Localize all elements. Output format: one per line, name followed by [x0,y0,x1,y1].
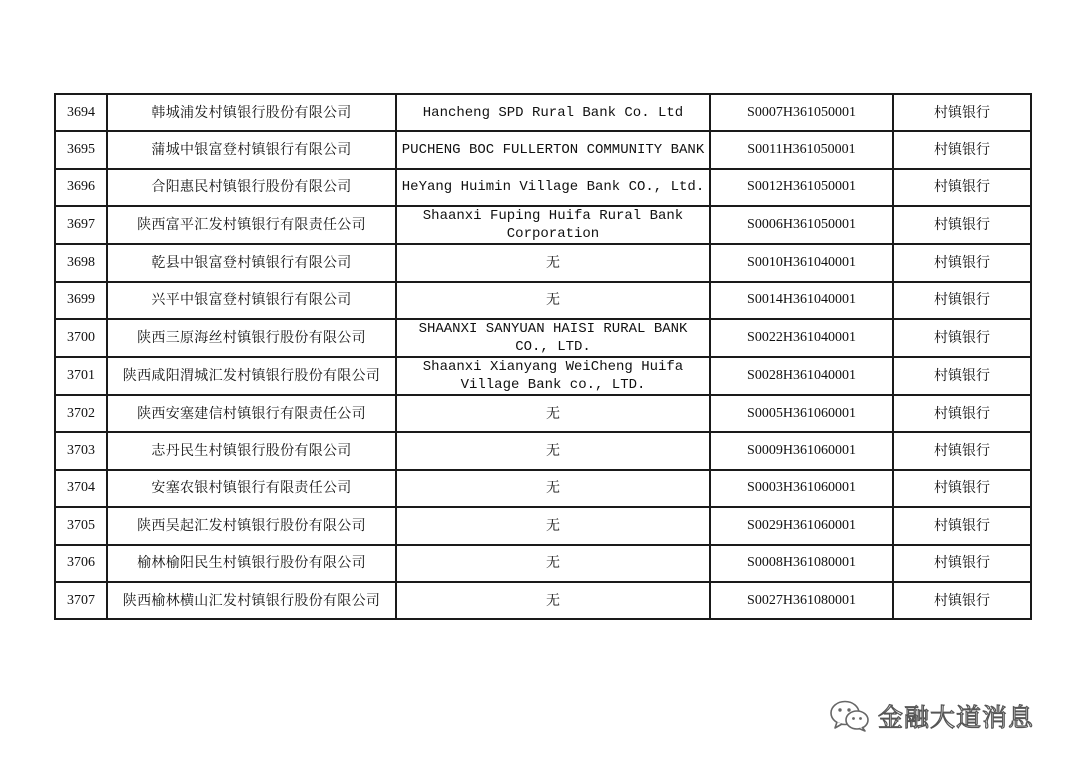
english-name: 无 [396,582,710,619]
institution-type: 村镇银行 [893,432,1031,469]
row-number: 3695 [55,131,107,168]
institution-code: S0007H361050001 [710,94,893,131]
institution-code: S0011H361050001 [710,131,893,168]
institution-code: S0029H361060001 [710,507,893,544]
english-name: 无 [396,507,710,544]
table-row [55,206,1031,244]
chinese-name: 蒲城中银富登村镇银行有限公司 [107,131,396,168]
bank-list-table [54,93,1032,620]
row-number: 3696 [55,169,107,206]
row-number: 3707 [55,582,107,619]
row-number: 3699 [55,282,107,319]
table-row [55,470,1031,507]
table-row [55,545,1031,582]
institution-type: 村镇银行 [893,545,1031,582]
english-name: 无 [396,432,710,469]
table-row [55,432,1031,469]
table-row [55,244,1031,281]
table-row [55,282,1031,319]
table-row [55,319,1031,357]
row-number: 3704 [55,470,107,507]
chinese-name: 乾县中银富登村镇银行有限公司 [107,244,396,281]
chinese-name: 韩城浦发村镇银行股份有限公司 [107,94,396,131]
wechat-watermark [828,696,1034,736]
institution-code: S0028H361040001 [710,357,893,395]
row-number: 3698 [55,244,107,281]
chinese-name: 合阳惠民村镇银行股份有限公司 [107,169,396,206]
watermark-text: 金融大道消息 [878,703,1035,732]
chinese-name: 志丹民生村镇银行股份有限公司 [107,432,396,469]
institution-code: S0009H361060001 [710,432,893,469]
english-name: 无 [396,395,710,432]
institution-type: 村镇银行 [893,206,1031,244]
english-name: Hancheng SPD Rural Bank Co. Ltd [396,94,710,131]
institution-code: S0003H361060001 [710,470,893,507]
english-name: 无 [396,470,710,507]
institution-code: S0010H361040001 [710,244,893,281]
table-row [55,507,1031,544]
chinese-name: 安塞农银村镇银行有限责任公司 [107,470,396,507]
institution-type: 村镇银行 [893,244,1031,281]
row-number: 3700 [55,319,107,357]
row-number: 3701 [55,357,107,395]
institution-type: 村镇银行 [893,395,1031,432]
institution-code: S0005H361060001 [710,395,893,432]
row-number: 3706 [55,545,107,582]
english-name: 无 [396,244,710,281]
institution-code: S0027H361080001 [710,582,893,619]
row-number: 3703 [55,432,107,469]
institution-type: 村镇银行 [893,357,1031,395]
english-name: SHAANXI SANYUAN HAISI RURAL BANK CO., LTD. [396,319,710,357]
chinese-name: 陕西富平汇发村镇银行有限责任公司 [107,206,396,244]
institution-code: S0012H361050001 [710,169,893,206]
english-name: PUCHENG BOC FULLERTON COMMUNITY BANK [396,131,710,168]
row-number: 3705 [55,507,107,544]
table-body [55,94,1031,619]
table-row [55,131,1031,168]
row-number: 3702 [55,395,107,432]
english-name: HeYang Huimin Village Bank CO., Ltd. [396,169,710,206]
table-row [55,357,1031,395]
institution-type: 村镇银行 [893,94,1031,131]
table-row [55,395,1031,432]
institution-type: 村镇银行 [893,470,1031,507]
institution-code: S0022H361040001 [710,319,893,357]
table-row [55,169,1031,206]
institution-code: S0006H361050001 [710,206,893,244]
chinese-name: 陕西三原海丝村镇银行股份有限公司 [107,319,396,357]
chinese-name: 榆林榆阳民生村镇银行股份有限公司 [107,545,396,582]
english-name: Shaanxi Fuping Huifa Rural Bank Corporation [396,206,710,244]
chinese-name: 陕西榆林横山汇发村镇银行股份有限公司 [107,582,396,619]
institution-type: 村镇银行 [893,319,1031,357]
chinese-name: 兴平中银富登村镇银行有限公司 [107,282,396,319]
chinese-name: 陕西吴起汇发村镇银行股份有限公司 [107,507,396,544]
english-name: 无 [396,282,710,319]
english-name: 无 [396,545,710,582]
row-number: 3694 [55,94,107,131]
wechat-icon [828,699,872,733]
table-row [55,94,1031,131]
institution-type: 村镇银行 [893,507,1031,544]
institution-type: 村镇银行 [893,131,1031,168]
institution-type: 村镇银行 [893,282,1031,319]
institution-type: 村镇银行 [893,582,1031,619]
institution-type: 村镇银行 [893,169,1031,206]
english-name: Shaanxi Xianyang WeiCheng Huifa Village Bank co., LTD. [396,357,710,395]
institution-code: S0008H361080001 [710,545,893,582]
row-number: 3697 [55,206,107,244]
chinese-name: 陕西咸阳渭城汇发村镇银行股份有限公司 [107,357,396,395]
table-row [55,582,1031,619]
chinese-name: 陕西安塞建信村镇银行有限责任公司 [107,395,396,432]
institution-code: S0014H361040001 [710,282,893,319]
